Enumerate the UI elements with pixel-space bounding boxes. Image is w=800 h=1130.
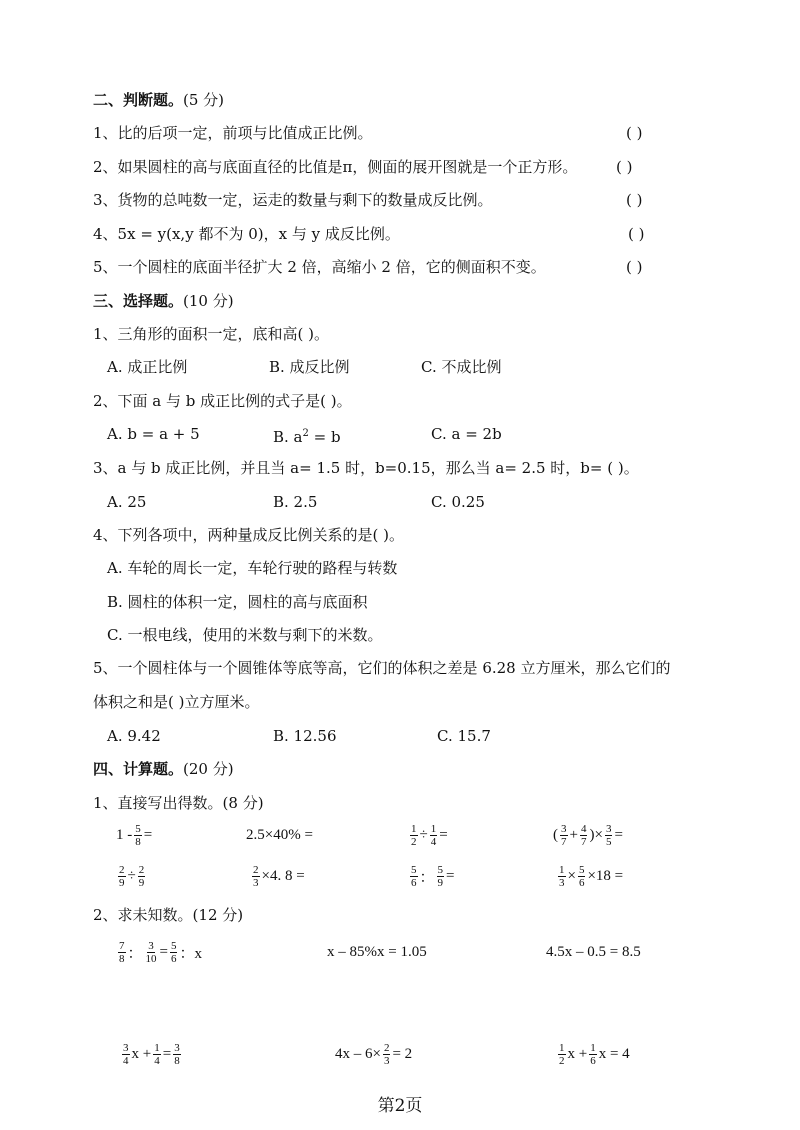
choice-q4-option-b[interactable]: B. 圆柱的体积一定，圆柱的高与底面积 — [107, 593, 368, 611]
fraction: $\frac{2}{3}$ — [383, 1041, 390, 1067]
page-number: 第2页 — [377, 1096, 423, 1116]
fraction: $\frac{5}{6}$ — [170, 939, 177, 965]
calc-expr: $\frac{1}{3}$ × $\frac{5}{6}$ ×18 = — [559, 863, 624, 889]
equation: 4.5x – 0.5 = 8.5 — [546, 943, 641, 960]
answer-paren[interactable]: ( ) — [626, 258, 643, 276]
choice-q1: 1、三角形的面积一定，底和高( )。 — [93, 325, 330, 343]
calc-expr: $\frac{5}{6}$ ： $\frac{5}{9}$ = — [411, 863, 455, 889]
equation: $\frac{3}{4}$ x + $\frac{1}{4}$ = $\frac{3}{8}$ — [123, 1041, 180, 1067]
choice-q1-option-c[interactable]: C. 不成比例 — [421, 358, 502, 376]
answer-paren[interactable]: ( ) — [628, 225, 645, 243]
choice-q5: 5、一个圆柱体与一个圆锥体等底等高，它们的体积之差是 6.28 立方厘米，那么它们的 — [93, 659, 671, 677]
choice-q5-option-b[interactable]: B. 12.56 — [273, 727, 337, 745]
section-2-title: 二、判断题。(5 分) — [93, 91, 225, 109]
fraction: $\frac{7}{8}$ — [119, 939, 125, 965]
equation: x – 85%x = 1.05 — [327, 943, 427, 960]
choice-q2-option-a[interactable]: A. b = a + 5 — [107, 425, 200, 443]
fraction: $\frac{3}{4}$ — [123, 1041, 129, 1067]
fraction: $\frac{1}{2}$ — [559, 1041, 565, 1067]
choice-q2-option-b[interactable]: B. $a^2 = b$ — [273, 428, 341, 446]
choice-q2: 2、下面 a 与 b 成正比例的式子是( )。 — [93, 392, 352, 410]
fraction: $\frac{1}{4}$ — [154, 1041, 160, 1067]
choice-q3: 3、a 与 b 成正比例，并且当 a= 1.5 时，b=0.15，那么当 a= 2.5 时，b= ( )。 — [93, 459, 639, 477]
choice-q3-option-c[interactable]: C. 0.25 — [431, 493, 485, 511]
choice-q5-cont: 体积之和是( )立方厘米。 — [93, 693, 260, 711]
calc-expr: 2.5×40% = — [246, 826, 313, 843]
choice-q3-option-a[interactable]: A. 25 — [107, 493, 147, 511]
calc-sub-1: 1、直接写出得数。(8 分) — [93, 794, 264, 812]
choice-q4-option-c[interactable]: C. 一根电线，使用的米数与剩下的米数。 — [107, 626, 383, 644]
answer-paren[interactable]: ( ) — [616, 158, 633, 176]
equation: $\frac{7}{8}$ ： $\frac{3}{10}$ = $\frac{5}{6}$ ：x — [119, 939, 202, 965]
fraction: $\frac{1}{2}$ — [411, 822, 417, 848]
equation: $\frac{1}{2}$ x + $\frac{1}{6}$ x = 4 — [559, 1041, 630, 1067]
fraction: $\frac{3}{7}$ — [561, 822, 567, 848]
fraction: $\frac{5}{8}$ — [135, 822, 141, 848]
fraction: $\frac{2}{9}$ — [138, 863, 145, 889]
calc-expr: 1 - $\frac{5}{8}$ = — [116, 822, 153, 848]
judge-item-3: 3、货物的总吨数一定，运走的数量与剩下的数量成反比例。 — [93, 191, 493, 209]
fraction: $\frac{4}{7}$ — [580, 822, 587, 848]
fraction: $\frac{5}{6}$ — [411, 863, 417, 889]
fraction: $\frac{1}{4}$ — [430, 822, 437, 848]
fraction: $\frac{3}{10}$ — [145, 939, 157, 965]
fraction: $\frac{2}{9}$ — [119, 863, 125, 889]
judge-item-2: 2、如果圆柱的高与底面直径的比值是π，侧面的展开图就是一个正方形。 — [93, 158, 578, 176]
fraction: $\frac{5}{6}$ — [578, 863, 585, 889]
judge-item-5: 5、一个圆柱的底面半径扩大 2 倍，高缩小 2 倍，它的侧面积不变。 — [93, 258, 546, 276]
section-4-title: 四、计算题。(20 分) — [93, 760, 234, 778]
equation: 4x – 6× $\frac{2}{3}$ = 2 — [335, 1041, 413, 1067]
choice-q1-option-b[interactable]: B. 成反比例 — [269, 358, 350, 376]
fraction: $\frac{2}{3}$ — [253, 863, 259, 889]
fraction: $\frac{3}{8}$ — [174, 1041, 180, 1067]
answer-paren[interactable]: ( ) — [626, 191, 643, 209]
choice-q1-option-a[interactable]: A. 成正比例 — [107, 358, 188, 376]
calc-expr: $\frac{1}{2}$ ÷ $\frac{1}{4}$ = — [411, 822, 448, 848]
choice-q3-option-b[interactable]: B. 2.5 — [273, 493, 318, 511]
calc-expr: ( $\frac{3}{7}$ + $\frac{4}{7}$ )× $\frac{3}{5}$ = — [553, 822, 623, 848]
choice-q4: 4、下列各项中，两种量成反比例关系的是( )。 — [93, 526, 405, 544]
calc-expr: $\frac{2}{9}$ ÷ $\frac{2}{9}$ — [119, 863, 145, 889]
fraction: $\frac{1}{6}$ — [590, 1041, 596, 1067]
choice-q5-option-c[interactable]: C. 15.7 — [437, 727, 491, 745]
calc-sub-2: 2、求未知数。(12 分) — [93, 906, 244, 924]
choice-q5-option-a[interactable]: A. 9.42 — [107, 727, 161, 745]
judge-item-1: 1、比的后项一定，前项与比值成正比例。 — [93, 124, 373, 142]
fraction: $\frac{1}{3}$ — [559, 863, 565, 889]
section-3-title: 三、选择题。(10 分) — [93, 292, 234, 310]
calc-expr: $\frac{2}{3}$ ×4. 8 = — [253, 863, 305, 889]
choice-q4-option-a[interactable]: A. 车轮的周长一定，车轮行驶的路程与转数 — [107, 559, 398, 577]
fraction: $\frac{3}{5}$ — [605, 822, 612, 848]
choice-q2-option-c[interactable]: C. a = 2b — [431, 425, 502, 443]
answer-paren[interactable]: ( ) — [626, 124, 643, 142]
judge-item-4: 4、5x = y(x,y 都不为 0)，x 与 y 成反比例。 — [93, 225, 400, 243]
fraction: $\frac{5}{9}$ — [437, 863, 444, 889]
